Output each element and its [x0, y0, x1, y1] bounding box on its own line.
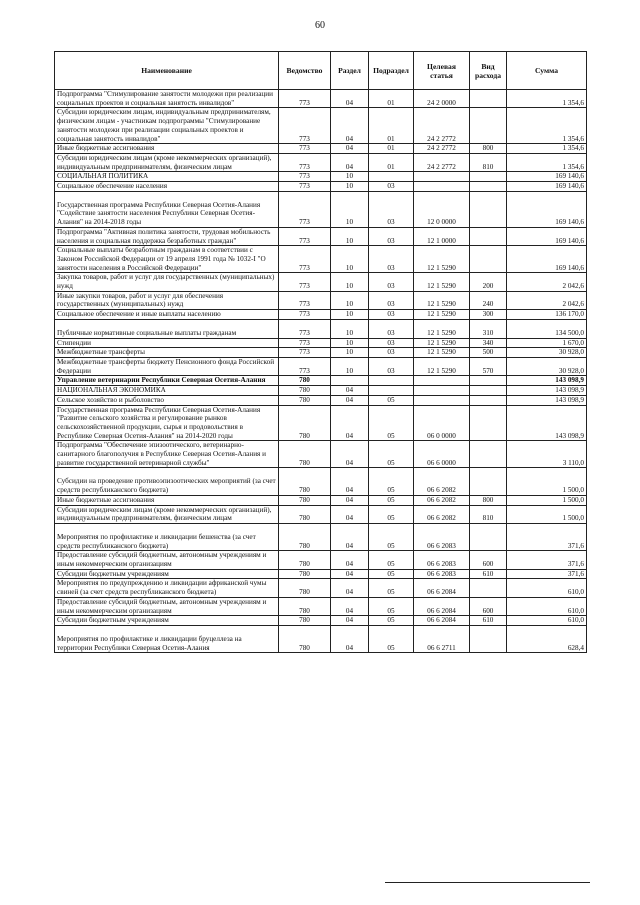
row-subsection-cell: [369, 386, 414, 396]
table-row: [55, 376, 587, 386]
row-sum-cell: 136 170,0: [507, 310, 587, 320]
row-name-cell: Иные бюджетные ассигнования: [55, 144, 279, 154]
row-expense-kind-cell: 810: [470, 505, 507, 523]
row-name-cell: Субсидии юридическим лицам, индивидуальным предпринимателям, физическим лицам - участникам подпрограммы "Стимулирование занятости молодежи при реализации социальных проектов и социальная занятость инвалидов": [55, 108, 279, 144]
row-department-cell: 773: [279, 291, 331, 309]
row-name-cell: Иные бюджетные ассигнования: [55, 495, 279, 505]
row-expense-kind-cell: 340: [470, 338, 507, 348]
table-row: [55, 227, 587, 245]
row-subsection-cell: 03: [369, 310, 414, 320]
row-subsection-cell: 05: [369, 625, 414, 652]
table-row: [55, 172, 587, 182]
row-sum-cell: 169 140,6: [507, 182, 587, 192]
row-department-cell: 780: [279, 551, 331, 569]
row-name-cell: Субсидии на проведение противоэпизоотических мероприятий (за счет средств республиканского бюджета): [55, 468, 279, 495]
row-name-cell: Управление ветеринарии Республики Северная Осетия-Алания: [55, 376, 279, 386]
row-name-cell: Субсидии юридическим лицам (кроме некоммерческих организаций), индивидуальным предпринимателям, физическим лицам: [55, 153, 279, 171]
row-section-cell: 10: [331, 338, 369, 348]
table-row: [55, 357, 587, 375]
row-subsection-cell: [369, 172, 414, 182]
row-subsection-cell: 01: [369, 144, 414, 154]
column-header-department: Ведомство: [279, 52, 331, 90]
row-name-cell: СОЦИАЛЬНАЯ ПОЛИТИКА: [55, 172, 279, 182]
table-row: [55, 90, 587, 108]
row-department-cell: 780: [279, 579, 331, 597]
row-name-cell: Субсидии юридическим лицам (кроме некоммерческих организаций), индивидуальным предпринимателям, физическим лицам: [55, 505, 279, 523]
table-row: [55, 441, 587, 468]
table-body: [55, 90, 587, 653]
row-subsection-cell: 05: [369, 569, 414, 579]
row-department-cell: 773: [279, 172, 331, 182]
row-expense-kind-cell: 610: [470, 569, 507, 579]
row-subsection-cell: 01: [369, 108, 414, 144]
row-section-cell: 04: [331, 495, 369, 505]
row-name-cell: Мероприятия по предупреждению и ликвидации африканской чумы свиней (за счет средств республиканского бюджета): [55, 579, 279, 597]
row-department-cell: 773: [279, 182, 331, 192]
row-expense-kind-cell: 300: [470, 310, 507, 320]
table-row: [55, 153, 587, 171]
row-subsection-cell: 05: [369, 395, 414, 405]
row-subsection-cell: 05: [369, 616, 414, 626]
row-department-cell: 773: [279, 348, 331, 358]
row-department-cell: 773: [279, 191, 331, 227]
row-subsection-cell: 05: [369, 468, 414, 495]
row-section-cell: 04: [331, 625, 369, 652]
column-header-name: Наименование: [55, 52, 279, 90]
row-section-cell: 10: [331, 172, 369, 182]
row-section-cell: 04: [331, 395, 369, 405]
row-sum-cell: 610,0: [507, 597, 587, 615]
row-target-article-cell: 12 1 5290: [414, 357, 470, 375]
table-row: [55, 319, 587, 338]
row-subsection-cell: 05: [369, 523, 414, 550]
row-department-cell: 773: [279, 310, 331, 320]
row-expense-kind-cell: 570: [470, 357, 507, 375]
row-subsection-cell: 03: [369, 357, 414, 375]
row-target-article-cell: 06 6 0000: [414, 441, 470, 468]
row-department-cell: 780: [279, 405, 331, 441]
row-sum-cell: 169 140,6: [507, 227, 587, 245]
row-name-cell: Сельское хозяйство и рыболовство: [55, 395, 279, 405]
row-subsection-cell: 05: [369, 551, 414, 569]
row-sum-cell: 134 500,0: [507, 319, 587, 338]
row-name-cell: Социальное обеспечение и иные выплаты населению: [55, 310, 279, 320]
row-subsection-cell: 03: [369, 191, 414, 227]
column-header-subsection: Подраздел: [369, 52, 414, 90]
table-row: [55, 523, 587, 550]
row-expense-kind-cell: 800: [470, 144, 507, 154]
row-name-cell: Социальное обеспечение населения: [55, 182, 279, 192]
row-sum-cell: 610,0: [507, 579, 587, 597]
row-sum-cell: 1 354,6: [507, 144, 587, 154]
table-row: [55, 191, 587, 227]
row-target-article-cell: 12 1 5290: [414, 338, 470, 348]
row-sum-cell: 1 354,6: [507, 108, 587, 144]
column-header-sum: Сумма: [507, 52, 587, 90]
row-section-cell: 04: [331, 90, 369, 108]
row-name-cell: Государственная программа Республики Северная Осетия-Алания "Содействие занятости населения Республики Северная Осетия-Алания" на 2014-2018 годы: [55, 191, 279, 227]
row-section-cell: 04: [331, 597, 369, 615]
row-subsection-cell: 05: [369, 495, 414, 505]
row-section-cell: 04: [331, 551, 369, 569]
row-department-cell: 773: [279, 246, 331, 273]
row-target-article-cell: 06 0 0000: [414, 405, 470, 441]
row-section-cell: 10: [331, 191, 369, 227]
row-section-cell: 04: [331, 144, 369, 154]
row-section-cell: 04: [331, 405, 369, 441]
row-sum-cell: 1 354,6: [507, 153, 587, 171]
row-department-cell: 773: [279, 227, 331, 245]
row-sum-cell: 1 354,6: [507, 90, 587, 108]
column-header-section: Раздел: [331, 52, 369, 90]
row-name-cell: Мероприятия по профилактике и ликвидации бешенства (за счет средств республиканского бюджета): [55, 523, 279, 550]
table-row: [55, 597, 587, 615]
row-department-cell: 773: [279, 273, 331, 291]
row-name-cell: Подпрограмма "Обеспечение эпизоотического, ветеринарно-санитарного благополучия в Республике Северная Осетия-Алания и развитие государственной ветеринарной службы": [55, 441, 279, 468]
table-row: [55, 291, 587, 309]
row-expense-kind-cell: [470, 90, 507, 108]
row-section-cell: 10: [331, 182, 369, 192]
row-expense-kind-cell: 200: [470, 273, 507, 291]
row-expense-kind-cell: 310: [470, 319, 507, 338]
row-expense-kind-cell: [470, 625, 507, 652]
table-row: [55, 182, 587, 192]
row-target-article-cell: 24 2 2772: [414, 108, 470, 144]
row-expense-kind-cell: [470, 579, 507, 597]
row-department-cell: 780: [279, 395, 331, 405]
row-section-cell: 04: [331, 153, 369, 171]
row-subsection-cell: 03: [369, 319, 414, 338]
table-header-row: [55, 52, 587, 90]
row-section-cell: 04: [331, 579, 369, 597]
row-name-cell: Подпрограмма "Активная политика занятости, трудовая мобильность населения и социальная поддержка безработных граждан": [55, 227, 279, 245]
row-name-cell: Публичные нормативные социальные выплаты гражданам: [55, 319, 279, 338]
row-target-article-cell: [414, 386, 470, 396]
row-expense-kind-cell: [470, 386, 507, 396]
row-sum-cell: 1 500,0: [507, 468, 587, 495]
row-department-cell: 773: [279, 108, 331, 144]
row-target-article-cell: 24 2 0000: [414, 90, 470, 108]
row-subsection-cell: 05: [369, 441, 414, 468]
row-name-cell: Предоставление субсидий бюджетным, автономным учреждениям и иным некоммерческим организациям: [55, 551, 279, 569]
row-expense-kind-cell: 800: [470, 495, 507, 505]
page-number: 60: [315, 20, 325, 31]
table-row: [55, 144, 587, 154]
row-section-cell: 04: [331, 468, 369, 495]
row-section-cell: 10: [331, 227, 369, 245]
row-sum-cell: 30 928,0: [507, 348, 587, 358]
row-name-cell: Субсидии бюджетным учреждениям: [55, 569, 279, 579]
row-section-cell: 10: [331, 246, 369, 273]
row-section-cell: 04: [331, 616, 369, 626]
row-target-article-cell: 12 1 5290: [414, 348, 470, 358]
budget-table: [54, 51, 587, 653]
row-section-cell: [331, 376, 369, 386]
row-department-cell: 773: [279, 319, 331, 338]
row-sum-cell: 1 500,0: [507, 495, 587, 505]
table-row: [55, 579, 587, 597]
row-name-cell: Межбюджетные трансферты: [55, 348, 279, 358]
row-subsection-cell: 03: [369, 338, 414, 348]
row-department-cell: 773: [279, 338, 331, 348]
row-target-article-cell: 24 2 2772: [414, 144, 470, 154]
row-subsection-cell: 03: [369, 246, 414, 273]
table-row: [55, 569, 587, 579]
row-department-cell: 780: [279, 376, 331, 386]
row-name-cell: Мероприятия по профилактике и ликвидации бруцеллеза на территории Республики Северная Осетия-Алания: [55, 625, 279, 652]
table-row: [55, 505, 587, 523]
row-sum-cell: 610,0: [507, 616, 587, 626]
table-row: [55, 108, 587, 144]
row-target-article-cell: 06 6 2082: [414, 505, 470, 523]
row-section-cell: 04: [331, 523, 369, 550]
row-target-article-cell: 12 1 5290: [414, 273, 470, 291]
row-department-cell: 780: [279, 625, 331, 652]
row-sum-cell: 2 042,6: [507, 273, 587, 291]
row-section-cell: 04: [331, 569, 369, 579]
row-subsection-cell: 05: [369, 579, 414, 597]
row-target-article-cell: [414, 395, 470, 405]
row-target-article-cell: 12 1 5290: [414, 246, 470, 273]
table-row: [55, 273, 587, 291]
row-target-article-cell: 12 1 0000: [414, 227, 470, 245]
row-expense-kind-cell: [470, 376, 507, 386]
row-sum-cell: 143 098,9: [507, 386, 587, 396]
row-sum-cell: 3 110,0: [507, 441, 587, 468]
row-sum-cell: 371,6: [507, 569, 587, 579]
row-expense-kind-cell: [470, 468, 507, 495]
table-row: [55, 551, 587, 569]
row-sum-cell: 143 098,9: [507, 395, 587, 405]
row-expense-kind-cell: 610: [470, 616, 507, 626]
row-subsection-cell: 05: [369, 405, 414, 441]
row-target-article-cell: 06 6 2711: [414, 625, 470, 652]
row-department-cell: 780: [279, 468, 331, 495]
row-expense-kind-cell: [470, 405, 507, 441]
table-row: [55, 468, 587, 495]
row-name-cell: Подпрограмма "Стимулирование занятости молодежи при реализации социальных проектов и социальная занятость инвалидов": [55, 90, 279, 108]
row-section-cell: 10: [331, 291, 369, 309]
table-row: [55, 495, 587, 505]
row-sum-cell: 143 098,9: [507, 376, 587, 386]
row-department-cell: 773: [279, 144, 331, 154]
row-target-article-cell: 24 2 2772: [414, 153, 470, 171]
row-name-cell: Закупка товаров, работ и услуг для государственных (муниципальных) нужд: [55, 273, 279, 291]
row-department-cell: 780: [279, 505, 331, 523]
row-department-cell: 780: [279, 386, 331, 396]
row-sum-cell: 2 042,6: [507, 291, 587, 309]
row-department-cell: 780: [279, 495, 331, 505]
bottom-rule: [385, 882, 590, 883]
row-section-cell: 04: [331, 386, 369, 396]
row-subsection-cell: [369, 376, 414, 386]
row-sum-cell: 371,6: [507, 523, 587, 550]
table-row: [55, 616, 587, 626]
column-header-expense-kind: Вид расхода: [470, 52, 507, 90]
table-row: [55, 338, 587, 348]
row-sum-cell: 169 140,6: [507, 191, 587, 227]
row-section-cell: 10: [331, 357, 369, 375]
row-target-article-cell: 06 6 2084: [414, 579, 470, 597]
row-department-cell: 780: [279, 523, 331, 550]
row-name-cell: Стипендии: [55, 338, 279, 348]
row-expense-kind-cell: 600: [470, 597, 507, 615]
table-row: [55, 395, 587, 405]
row-subsection-cell: 01: [369, 90, 414, 108]
row-expense-kind-cell: 600: [470, 551, 507, 569]
row-expense-kind-cell: [470, 441, 507, 468]
row-target-article-cell: 12 1 5290: [414, 310, 470, 320]
row-expense-kind-cell: 240: [470, 291, 507, 309]
row-sum-cell: 1 670,0: [507, 338, 587, 348]
row-section-cell: 04: [331, 441, 369, 468]
row-expense-kind-cell: [470, 108, 507, 144]
row-sum-cell: 169 140,6: [507, 172, 587, 182]
row-expense-kind-cell: [470, 172, 507, 182]
row-department-cell: 780: [279, 569, 331, 579]
row-target-article-cell: 12 1 5290: [414, 319, 470, 338]
row-subsection-cell: 01: [369, 153, 414, 171]
row-sum-cell: 1 500,0: [507, 505, 587, 523]
row-target-article-cell: 06 6 2083: [414, 551, 470, 569]
row-expense-kind-cell: [470, 182, 507, 192]
row-expense-kind-cell: [470, 395, 507, 405]
row-subsection-cell: 05: [369, 597, 414, 615]
row-department-cell: 780: [279, 597, 331, 615]
row-expense-kind-cell: [470, 227, 507, 245]
row-name-cell: Межбюджетные трансферты бюджету Пенсионного фонда Российской Федерации: [55, 357, 279, 375]
row-name-cell: Иные закупки товаров, работ и услуг для обеспечения государственных (муниципальных) нужд: [55, 291, 279, 309]
row-department-cell: 773: [279, 153, 331, 171]
row-sum-cell: 30 928,0: [507, 357, 587, 375]
row-section-cell: 10: [331, 273, 369, 291]
row-name-cell: НАЦИОНАЛЬНАЯ ЭКОНОМИКА: [55, 386, 279, 396]
row-department-cell: 773: [279, 90, 331, 108]
row-sum-cell: 169 140,6: [507, 246, 587, 273]
row-target-article-cell: 06 6 2084: [414, 597, 470, 615]
row-sum-cell: 371,6: [507, 551, 587, 569]
row-target-article-cell: [414, 172, 470, 182]
row-expense-kind-cell: [470, 523, 507, 550]
row-subsection-cell: 03: [369, 273, 414, 291]
row-subsection-cell: 03: [369, 182, 414, 192]
row-sum-cell: 628,4: [507, 625, 587, 652]
table-row: [55, 386, 587, 396]
row-target-article-cell: 06 6 2082: [414, 468, 470, 495]
row-name-cell: Социальные выплаты безработным гражданам в соответствии с Законом Российской Федерации от 19 апреля 1991 года № 1032-I "О занятости населения в Российской Федерации": [55, 246, 279, 273]
row-target-article-cell: 06 6 2083: [414, 523, 470, 550]
row-name-cell: Предоставление субсидий бюджетным, автономным учреждениям и иным некоммерческим организациям: [55, 597, 279, 615]
table-row: [55, 246, 587, 273]
row-department-cell: 780: [279, 616, 331, 626]
row-section-cell: 10: [331, 348, 369, 358]
table-row: [55, 405, 587, 441]
row-section-cell: 10: [331, 319, 369, 338]
row-section-cell: 10: [331, 310, 369, 320]
row-department-cell: 780: [279, 441, 331, 468]
row-name-cell: Субсидии бюджетным учреждениям: [55, 616, 279, 626]
table-row: [55, 625, 587, 652]
column-header-target-article: Целевая статья: [414, 52, 470, 90]
row-target-article-cell: [414, 182, 470, 192]
row-expense-kind-cell: [470, 246, 507, 273]
row-target-article-cell: [414, 376, 470, 386]
row-section-cell: 04: [331, 505, 369, 523]
table-row: [55, 348, 587, 358]
row-section-cell: 04: [331, 108, 369, 144]
row-subsection-cell: 05: [369, 505, 414, 523]
row-subsection-cell: 03: [369, 348, 414, 358]
row-target-article-cell: 06 6 2082: [414, 495, 470, 505]
row-subsection-cell: 03: [369, 291, 414, 309]
row-target-article-cell: 06 6 2084: [414, 616, 470, 626]
row-department-cell: 773: [279, 357, 331, 375]
row-expense-kind-cell: [470, 191, 507, 227]
row-name-cell: Государственная программа Республики Северная Осетия-Алания "Развитие сельского хозяйства и регулирование рынков сельскохозяйственной продукции, сырья и продовольствия в Республике Северная Осетия-Алания" на 2014-2020 годы: [55, 405, 279, 441]
row-subsection-cell: 03: [369, 227, 414, 245]
row-target-article-cell: 06 6 2083: [414, 569, 470, 579]
table-row: [55, 310, 587, 320]
row-target-article-cell: 12 0 0000: [414, 191, 470, 227]
row-target-article-cell: 12 1 5290: [414, 291, 470, 309]
row-expense-kind-cell: 500: [470, 348, 507, 358]
row-sum-cell: 143 098,9: [507, 405, 587, 441]
row-expense-kind-cell: 810: [470, 153, 507, 171]
